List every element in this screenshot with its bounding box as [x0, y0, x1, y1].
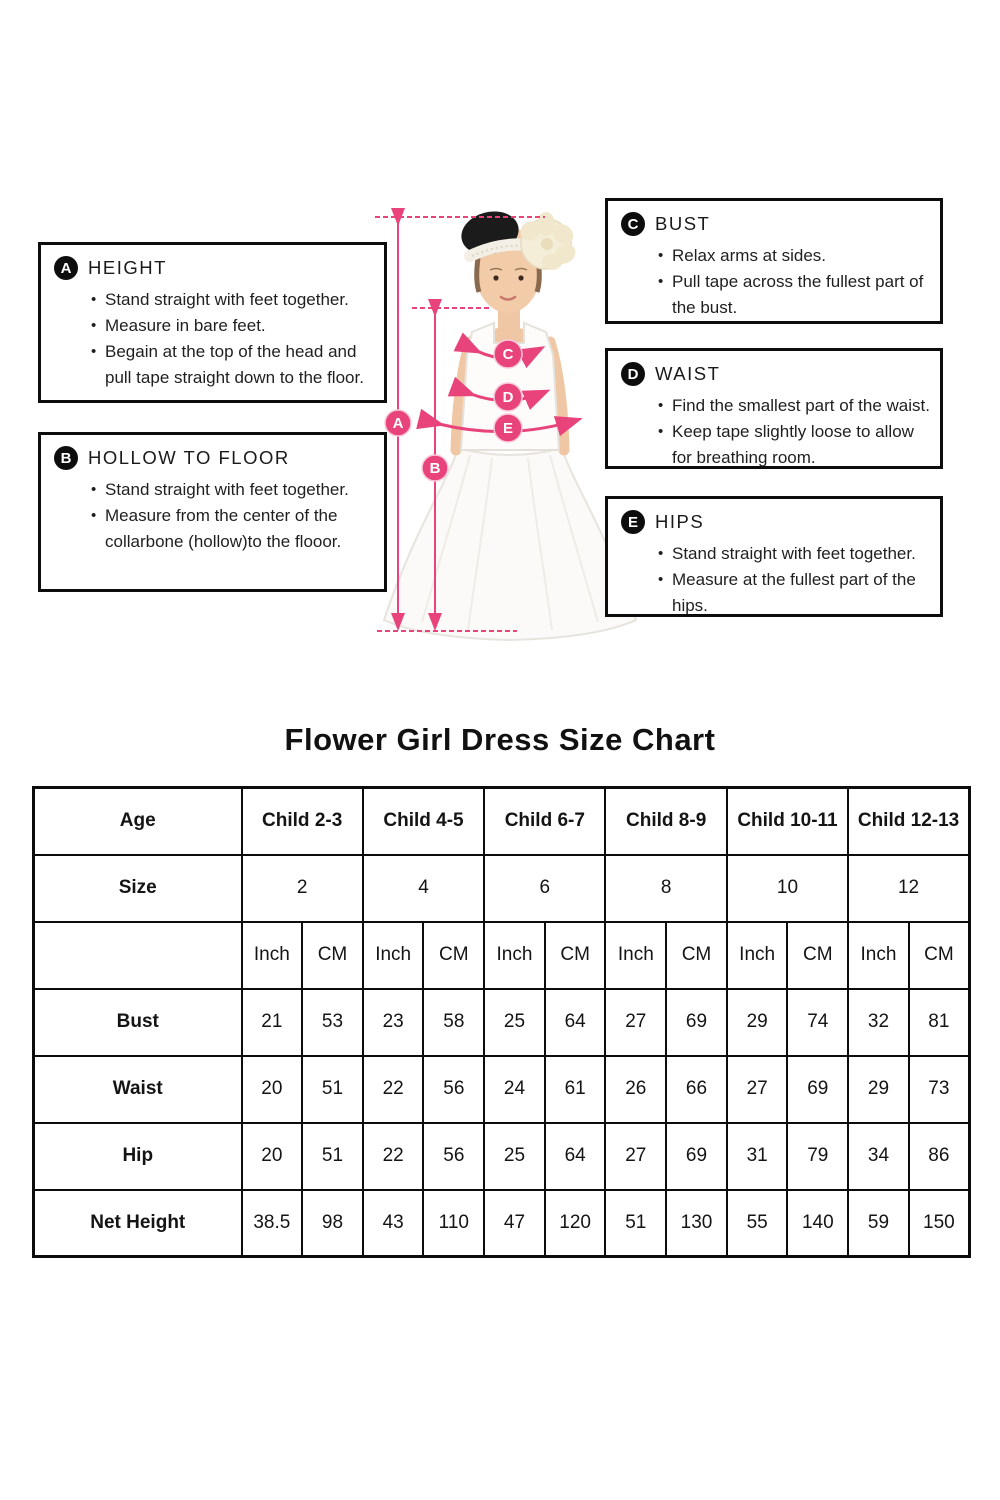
bullet: • Pull tape across the fullest part of the bust.	[658, 269, 932, 321]
bust-bullets	[658, 243, 932, 321]
value-cell: 20	[242, 1056, 303, 1123]
value-cell: 73	[909, 1056, 970, 1123]
value-cell: 74	[787, 989, 848, 1056]
size-table-container	[32, 786, 968, 1258]
table-row-bust	[34, 989, 970, 1056]
bullet: • Find the smallest part of the waist.	[658, 393, 932, 419]
bust-title: BUST	[655, 213, 711, 234]
bust-letter-badge: C	[621, 212, 645, 236]
bullet: • Stand straight with feet together.	[658, 541, 932, 567]
value-cell: 29	[727, 989, 788, 1056]
units-header-cell	[34, 922, 242, 989]
table-row-net-height	[34, 1190, 970, 1257]
value-cell: 38.5	[242, 1190, 303, 1257]
right-eye	[518, 275, 523, 280]
instruction-box-bust	[605, 198, 943, 324]
badge-d-letter: D	[502, 389, 514, 406]
unit-cell: Inch	[727, 922, 788, 989]
size-cell: 6	[484, 855, 605, 922]
bullet: • Relax arms at sides.	[658, 243, 932, 269]
badge-e-letter: E	[502, 420, 514, 437]
badge-a-letter: A	[392, 415, 404, 432]
row-label-cell: Net Height	[34, 1190, 242, 1257]
value-cell: 27	[727, 1056, 788, 1123]
value-cell: 69	[666, 1123, 727, 1190]
height-title: HEIGHT	[88, 257, 167, 278]
unit-cell: CM	[666, 922, 727, 989]
unit-cell: Inch	[484, 922, 545, 989]
value-cell: 59	[848, 1190, 909, 1257]
hollow-title: HOLLOW TO FLOOR	[88, 447, 290, 468]
value-cell: 64	[545, 1123, 606, 1190]
hips-title: HIPS	[655, 511, 705, 532]
age-group-cell: Child 10-11	[727, 788, 848, 855]
value-cell: 150	[909, 1190, 970, 1257]
hollow-bullets	[91, 477, 376, 555]
value-cell: 69	[666, 989, 727, 1056]
age-header-cell: Age	[34, 788, 242, 855]
value-cell: 32	[848, 989, 909, 1056]
unit-cell: Inch	[242, 922, 303, 989]
instruction-box-hips	[605, 496, 943, 617]
value-cell: 21	[242, 989, 303, 1056]
size-cell: 10	[727, 855, 848, 922]
hips-bullets	[658, 541, 932, 619]
value-cell: 53	[302, 989, 363, 1056]
size-header-cell: Size	[34, 855, 242, 922]
value-cell: 29	[848, 1056, 909, 1123]
unit-cell: CM	[545, 922, 606, 989]
table-row-units	[34, 922, 970, 989]
unit-cell: CM	[787, 922, 848, 989]
value-cell: 25	[484, 989, 545, 1056]
value-cell: 58	[423, 989, 484, 1056]
value-cell: 61	[545, 1056, 606, 1123]
value-cell: 25	[484, 1123, 545, 1190]
unit-cell: Inch	[605, 922, 666, 989]
value-cell: 120	[545, 1190, 606, 1257]
value-cell: 24	[484, 1056, 545, 1123]
hips-letter-badge: E	[621, 510, 645, 534]
bullet: • Stand straight with feet together.	[91, 477, 376, 503]
waist-title: WAIST	[655, 363, 721, 384]
value-cell: 22	[363, 1123, 424, 1190]
value-cell: 22	[363, 1056, 424, 1123]
value-cell: 56	[423, 1123, 484, 1190]
instruction-box-waist	[605, 348, 943, 469]
bullet: • Begain at the top of the head and pull tape straight down to the floor.	[91, 339, 376, 391]
value-cell: 69	[787, 1056, 848, 1123]
value-cell: 43	[363, 1190, 424, 1257]
table-row-age	[34, 788, 970, 855]
value-cell: 79	[787, 1123, 848, 1190]
badge-c-letter: C	[502, 346, 514, 363]
value-cell: 26	[605, 1056, 666, 1123]
table-row-hip	[34, 1123, 970, 1190]
value-cell: 20	[242, 1123, 303, 1190]
value-cell: 31	[727, 1123, 788, 1190]
age-group-cell: Child 8-9	[605, 788, 726, 855]
hollow-letter-badge: B	[54, 446, 78, 470]
value-cell: 98	[302, 1190, 363, 1257]
value-cell: 27	[605, 989, 666, 1056]
bullet: • Measure from the center of the collarbone (hollow)to the flooor.	[91, 503, 376, 555]
badge-b-letter: B	[429, 460, 441, 477]
value-cell: 66	[666, 1056, 727, 1123]
value-cell: 55	[727, 1190, 788, 1257]
value-cell: 130	[666, 1190, 727, 1257]
value-cell: 110	[423, 1190, 484, 1257]
age-group-cell: Child 12-13	[848, 788, 969, 855]
size-table	[32, 786, 971, 1258]
value-cell: 86	[909, 1123, 970, 1190]
value-cell: 51	[605, 1190, 666, 1257]
row-label-cell: Hip	[34, 1123, 242, 1190]
size-cell: 2	[242, 855, 363, 922]
value-cell: 27	[605, 1123, 666, 1190]
size-cell: 12	[848, 855, 969, 922]
value-cell: 47	[484, 1190, 545, 1257]
dress-skirt	[384, 448, 636, 640]
value-cell: 34	[848, 1123, 909, 1190]
value-cell: 51	[302, 1123, 363, 1190]
age-group-cell: Child 2-3	[242, 788, 363, 855]
value-cell: 64	[545, 989, 606, 1056]
row-label-cell: Waist	[34, 1056, 242, 1123]
height-bullets	[91, 287, 376, 391]
value-cell: 81	[909, 989, 970, 1056]
unit-cell: CM	[909, 922, 970, 989]
bullet: • Measure at the fullest part of the hips.	[658, 567, 932, 619]
bullet: • Stand straight with feet together.	[91, 287, 376, 313]
bullet: • Keep tape slightly loose to allow for breathing room.	[658, 419, 932, 471]
table-row-waist	[34, 1056, 970, 1123]
unit-cell: CM	[302, 922, 363, 989]
row-label-cell: Bust	[34, 989, 242, 1056]
height-letter-badge: A	[54, 256, 78, 280]
size-cell: 4	[363, 855, 484, 922]
value-cell: 140	[787, 1190, 848, 1257]
unit-cell: Inch	[848, 922, 909, 989]
left-eye	[493, 275, 498, 280]
unit-cell: Inch	[363, 922, 424, 989]
unit-cell: CM	[423, 922, 484, 989]
value-cell: 56	[423, 1056, 484, 1123]
value-cell: 23	[363, 989, 424, 1056]
waist-bullets	[658, 393, 932, 471]
bullet: • Measure in bare feet.	[91, 313, 376, 339]
age-group-cell: Child 6-7	[484, 788, 605, 855]
page-title: Flower Girl Dress Size Chart	[284, 722, 716, 757]
size-cell: 8	[605, 855, 726, 922]
value-cell: 51	[302, 1056, 363, 1123]
table-row-size	[34, 855, 970, 922]
instruction-box-hollow-to-floor	[38, 432, 387, 592]
instruction-box-height	[38, 242, 387, 403]
waist-letter-badge: D	[621, 362, 645, 386]
age-group-cell: Child 4-5	[363, 788, 484, 855]
